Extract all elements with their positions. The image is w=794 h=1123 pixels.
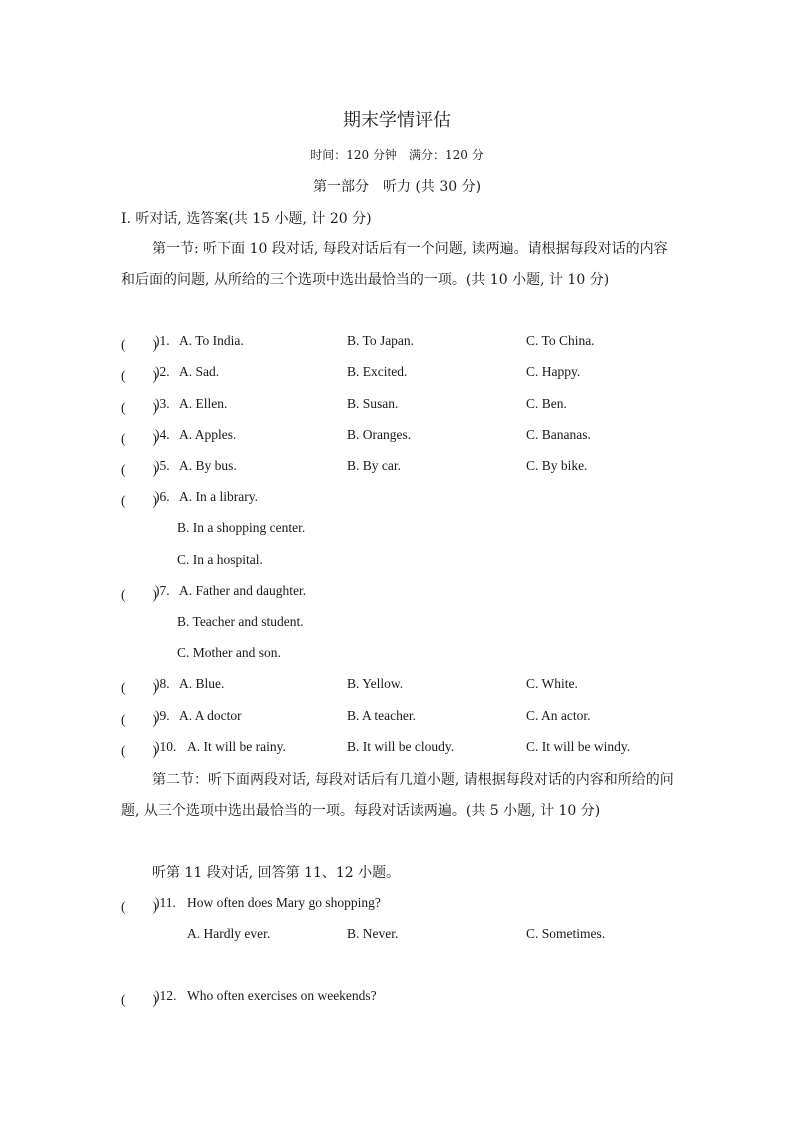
option-c: C. Bananas. [526, 427, 591, 442]
answer-blank[interactable]: ( ) [121, 712, 157, 727]
option-a: A. By bus. [179, 458, 237, 473]
section-intro-2: 第二节：听下面两段对话, 每段对话后有几道小题, 请根据每段对话的内容和所给的问题, 从三个选项中选出最恰当的一项。每段对话读两遍。(共 5 小题, 计 10 分) [121, 772, 674, 819]
option-c: C. Mother and son. [177, 645, 281, 660]
option-c: C. By bike. [526, 458, 588, 473]
question-number: )8. [155, 676, 170, 691]
answer-blank[interactable]: ( ) [121, 992, 157, 1007]
question-number: )9. [155, 708, 170, 723]
option-c: C. An actor. [526, 708, 591, 723]
option-a: A. Hardly ever. [187, 926, 271, 941]
question-number: )10. [155, 739, 177, 754]
question-stem: How often does Mary go shopping? [187, 895, 381, 910]
option-b: B. Excited. [347, 364, 408, 379]
page-title: 期末学情评估 [343, 110, 451, 131]
option-a: A. Blue. [179, 676, 225, 691]
part-heading: 第一部分 听力 (共 30 分) [312, 179, 482, 195]
option-b: B. By car. [347, 458, 401, 473]
option-c: C. In a hospital. [177, 552, 263, 567]
section-heading: Ⅰ. 听对话, 选答案(共 15 小题, 计 20 分) [121, 211, 372, 227]
question-number: )4. [155, 427, 170, 442]
option-b: B. Teacher and student. [177, 614, 304, 629]
option-b: B. It will be cloudy. [347, 739, 455, 754]
exam-time-info: 时间：120 分钟 满分：120 分 [310, 148, 484, 162]
answer-blank[interactable]: ( ) [121, 587, 157, 602]
answer-blank[interactable]: ( ) [121, 431, 157, 446]
question-number: )7. [155, 583, 170, 598]
answer-blank[interactable]: ( ) [121, 680, 157, 695]
section-intro-1: 第一节: 听下面 10 段对话, 每段对话后有一个问题, 读两遍。请根据每段对话的内容和后面的问题, 从所给的三个选项中选出最恰当的一项。(共 10 小题, 计 10 分) [121, 241, 668, 288]
option-a: A. It will be rainy. [187, 739, 286, 754]
option-c: C. To China. [526, 333, 595, 348]
answer-blank[interactable]: ( ) [121, 337, 157, 352]
option-a: A. In a library. [179, 489, 258, 504]
dialogue-instruction: 听第 11 段对话, 回答第 11、12 小题。 [152, 865, 401, 881]
option-b: B. Oranges. [347, 427, 412, 442]
option-c: C. Happy. [526, 364, 581, 379]
question-stem: Who often exercises on weekends? [187, 988, 377, 1003]
answer-blank[interactable]: ( ) [121, 368, 157, 383]
question-number: )3. [155, 396, 170, 411]
option-a: A. Apples. [179, 427, 237, 442]
question-number: )6. [155, 489, 170, 504]
answer-blank[interactable]: ( ) [121, 493, 157, 508]
question-number: )1. [155, 333, 170, 348]
question-number: )12. [155, 988, 177, 1003]
option-a: A. A doctor [179, 708, 242, 723]
option-a: A. Ellen. [179, 396, 228, 411]
option-b: B. Yellow. [347, 676, 404, 691]
question-number: )2. [155, 364, 170, 379]
option-b: B. A teacher. [347, 708, 416, 723]
option-b: B. Susan. [347, 396, 399, 411]
answer-blank[interactable]: ( ) [121, 743, 157, 758]
option-a: A. Sad. [179, 364, 220, 379]
option-c: C. It will be windy. [526, 739, 631, 754]
answer-blank[interactable]: ( ) [121, 400, 157, 415]
option-c: C. Ben. [526, 396, 567, 411]
option-b: B. To Japan. [347, 333, 415, 348]
option-c: C. White. [526, 676, 578, 691]
option-b: B. Never. [347, 926, 399, 941]
option-a: A. To India. [179, 333, 244, 348]
option-c: C. Sometimes. [526, 926, 606, 941]
option-b: B. In a shopping center. [177, 520, 306, 535]
answer-blank[interactable]: ( ) [121, 462, 157, 477]
answer-blank[interactable]: ( ) [121, 899, 157, 914]
question-number: )11. [155, 895, 176, 910]
option-a: A. Father and daughter. [179, 583, 307, 598]
question-number: )5. [155, 458, 170, 473]
